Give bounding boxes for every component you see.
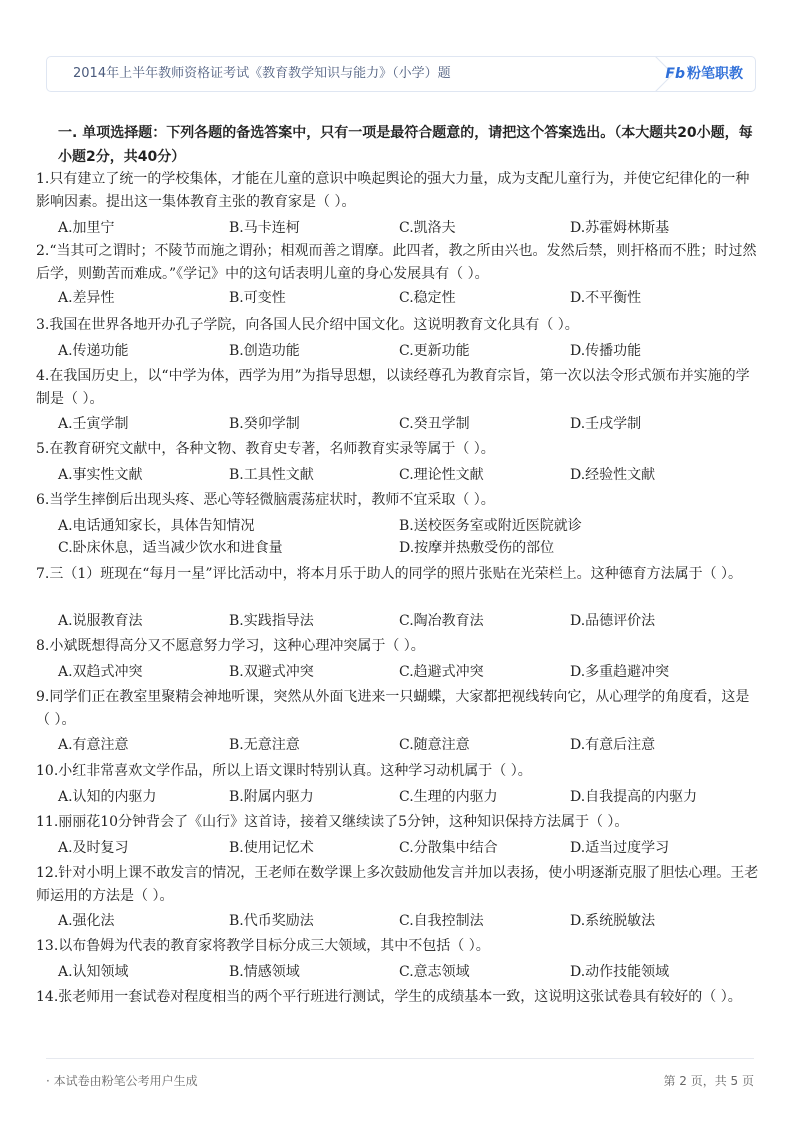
options-9: [58, 734, 758, 756]
option-b: B.马卡连柯: [229, 220, 300, 236]
options-7: [58, 610, 758, 632]
options-13: [58, 961, 758, 983]
option-d: D.传播功能: [570, 343, 642, 359]
option-d: D.动作技能领域: [570, 964, 670, 980]
option-c: C.分散集中结合: [399, 840, 498, 856]
question-3: 3.我国在世界各地开办孔子学院，向各国人民介绍中国文化。这说明教育文化具有（ ）。: [36, 317, 579, 333]
page-indicator: 第 2 页，共 5 页: [663, 1074, 754, 1088]
option-d: D.自我提高的内驱力: [570, 789, 698, 805]
question-14: 14.张老师用一套试卷对程度相当的两个平行班进行测试，学生的成绩基本一致，这说明这张试卷具有较好的（ ）。: [36, 989, 742, 1005]
options-10: [58, 786, 758, 808]
option-b: B.工具性文献: [229, 467, 314, 483]
option-a: A.加里宁: [58, 220, 115, 236]
option-b: B.双避式冲突: [229, 664, 314, 680]
question-5: 5.在教育研究文献中，各种文物、教育史专著，名师教育实录等属于（ ）。: [36, 441, 495, 457]
document-header: [46, 56, 756, 92]
option-d: D.苏霍姆林斯基: [570, 220, 670, 236]
option-c: C.稳定性: [399, 290, 456, 306]
options-11: [58, 837, 758, 859]
option-d: D.壬戌学制: [570, 416, 642, 432]
option-c: C.随意注意: [399, 737, 470, 753]
option-d: D.有意后注意: [570, 737, 656, 753]
question-4: 4.在我国历史上，以“中学为体，西学为用”为指导思想，以读经尊孔为教育宗旨，第一次以法令形式颁布并实施的学制是（ ）。: [36, 368, 750, 407]
logo-text: 粉笔职教: [687, 66, 743, 82]
option-c: C.更新功能: [399, 343, 470, 359]
option-c: C.癸丑学制: [399, 416, 470, 432]
options-2: [58, 287, 758, 309]
option-d: D.按摩并热敷受伤的部位: [399, 540, 555, 556]
options-3: [58, 340, 758, 362]
section-title: 一. 单项选择题：下列各题的备选答案中，只有一项是最符合题意的，请把这个答案选出。（本大题共20小题，每小题2分，共40分）: [58, 125, 753, 165]
option-c: C.理论性文献: [399, 467, 484, 483]
footer-source: · 本试卷由粉笔公考用户生成: [46, 1074, 198, 1088]
question-9: 9.同学们正在教室里聚精会神地听课，突然从外面飞进来一只蝴蝶，大家都把视线转向它，从心理学的角度看，这是（ ）。: [36, 689, 750, 728]
option-c: C.意志领域: [399, 964, 470, 980]
option-b: B.无意注意: [229, 737, 300, 753]
option-b: B.附属内驱力: [229, 789, 314, 805]
question-8: 8.小斌既想得高分又不愿意努力学习，这种心理冲突属于（ ）。: [36, 638, 425, 654]
option-d: D.不平衡性: [570, 290, 642, 306]
option-c: C.自我控制法: [399, 913, 484, 929]
question-10: 10.小红非常喜欢文学作品，所以上语文课时特别认真。这种学习动机属于（ ）。: [36, 763, 532, 779]
option-a: A.及时复习: [58, 840, 129, 856]
options-12: [58, 910, 758, 932]
option-b: B.创造功能: [229, 343, 300, 359]
option-c: C.卧床休息，适当减少饮水和进食量: [58, 540, 283, 556]
options-1: [58, 217, 758, 239]
option-a: A.认知领域: [58, 964, 129, 980]
option-a: A.差异性: [58, 290, 115, 306]
option-a: A.有意注意: [58, 737, 129, 753]
question-2: 2.“当其可之谓时；不陵节而施之谓孙；相观而善之谓摩。此四者，教之所由兴也。发然后禁，则扞格而不胜；时过然后学，则勤苦而难成。”《学记》中的这句话表明儿童的身心发展具有（ ）。: [36, 243, 757, 282]
option-d: D.经验性文献: [570, 467, 656, 483]
option-a: A.双趋式冲突: [58, 664, 143, 680]
logo-mark: Fb: [665, 66, 685, 82]
option-a: A.说服教育法: [58, 613, 143, 629]
options-5: [58, 464, 758, 486]
option-d: D.品德评价法: [570, 613, 656, 629]
option-c: C.生理的内驱力: [399, 789, 498, 805]
option-b: B.可变性: [229, 290, 286, 306]
options-4: [58, 413, 758, 435]
option-c: C.陶冶教育法: [399, 613, 484, 629]
option-d: D.系统脱敏法: [570, 913, 656, 929]
option-a: A.传递功能: [58, 343, 129, 359]
option-d: D.适当过度学习: [570, 840, 670, 856]
option-a: A.事实性文献: [58, 467, 143, 483]
option-b: B.实践指导法: [229, 613, 314, 629]
exam-title: 2014年上半年教师资格证考试《教育教学知识与能力》（小学）题: [73, 66, 451, 81]
option-c: C.趋避式冲突: [399, 664, 484, 680]
option-b: B.代币奖励法: [229, 913, 314, 929]
option-c: C.凯洛夫: [399, 220, 456, 236]
option-a: A.壬寅学制: [58, 416, 129, 432]
option-d: D.多重趋避冲突: [570, 664, 670, 680]
option-b: B.情感领域: [229, 964, 300, 980]
question-6: 6.当学生摔倒后出现头疼、恶心等轻微脑震荡症状时，教师不宜采取（ ）。: [36, 492, 495, 508]
options-6-row-1: [58, 515, 758, 537]
question-7: 7.三（1）班现在“每月一星”评比活动中，将本月乐于助人的同学的照片张贴在光荣栏上。这种德育方法属于（ ）。: [36, 566, 743, 582]
option-a: A.认知的内驱力: [58, 789, 157, 805]
question-11: 11.丽丽花10分钟背会了《山行》这首诗，接着又继续读了5分钟，这种知识保持方法属于（ ）。: [36, 814, 629, 830]
options-6-row-2: [58, 537, 758, 559]
option-b: B.使用记忆术: [229, 840, 314, 856]
option-b: B.送校医务室或附近医院就诊: [399, 518, 582, 534]
fenbi-logo: [665, 57, 743, 91]
question-13: 13.以布鲁姆为代表的教育家将教学目标分成三大领域，其中不包括（ ）。: [36, 938, 490, 954]
question-12: 12.针对小明上课不敢发言的情况，王老师在数学课上多次鼓励他发言并加以表扬，使小明逐渐克服了胆怯心理。王老师运用的方法是（ ）。: [36, 865, 759, 904]
question-1: 1.只有建立了统一的学校集体，才能在儿童的意识中唤起舆论的强大力量，成为支配儿童行为，并使它纪律化的一种影响因素。提出这一集体教育主张的教育家是（ ）。: [36, 171, 750, 210]
footer-divider: [46, 1058, 754, 1059]
options-8: [58, 661, 758, 683]
option-a: A.电话通知家长，具体告知情况: [58, 518, 255, 534]
option-a: A.强化法: [58, 913, 115, 929]
option-b: B.癸卯学制: [229, 416, 300, 432]
